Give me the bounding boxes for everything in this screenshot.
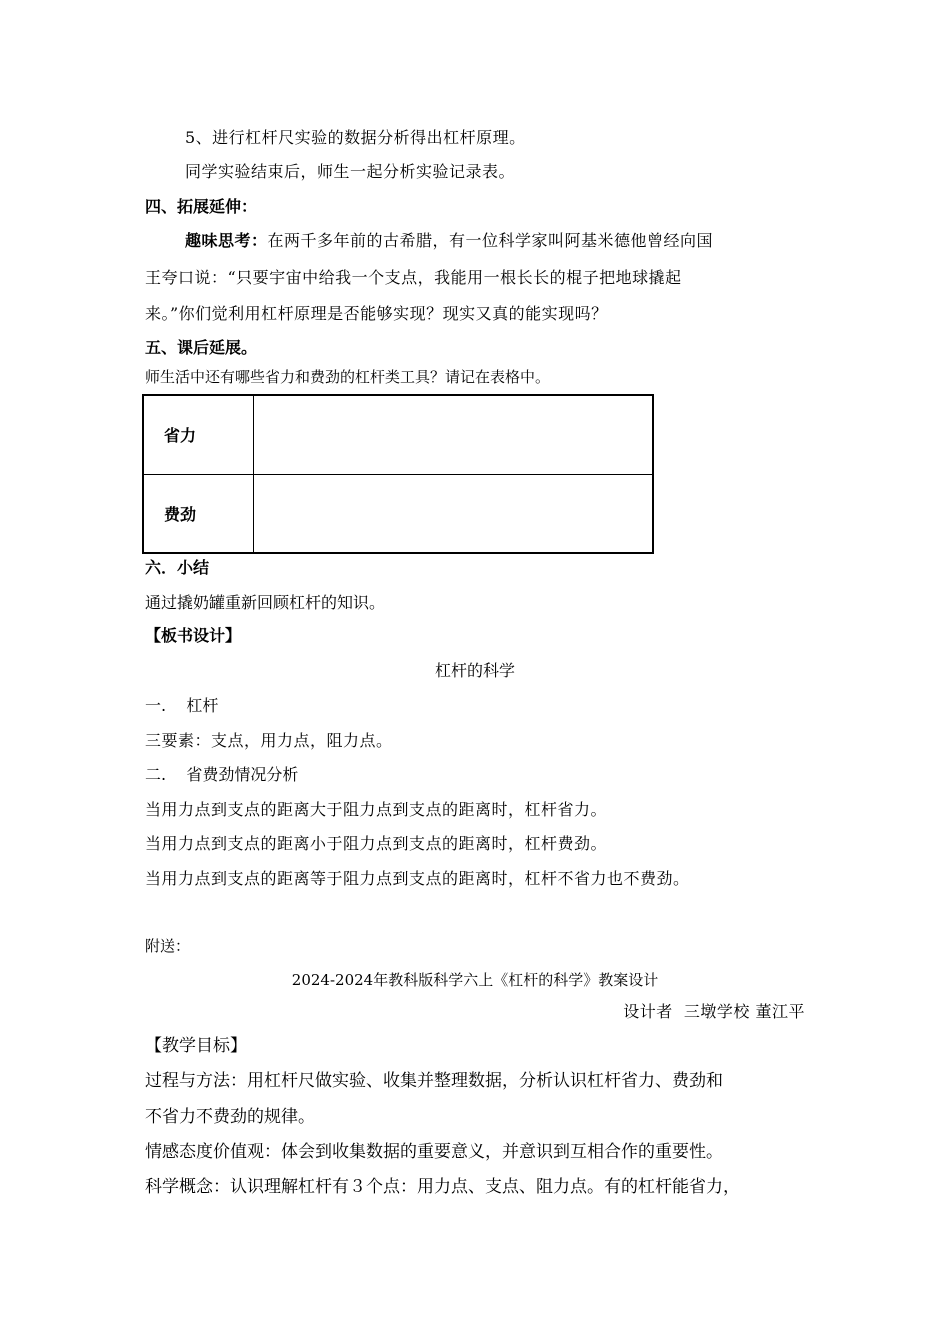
board-item-3: 二. 省费劲情况分析 [145, 765, 299, 784]
designer-line: 设计者 三墩学校 董江平 [623, 1002, 805, 1021]
section-4-heading: 四、拓展延伸： [145, 197, 258, 216]
board-item-6: 当用力点到支点的距离等于阻力点到支点的距离时，杠杆不省力也不费劲。 [145, 869, 690, 888]
section-5-text: 师生活中还有哪些省力和费劲的杠杆类工具？请记在表格中。 [145, 368, 551, 386]
board-item-1: 一. 杠杆 [145, 696, 219, 715]
board-design-heading: 【板书设计】 [145, 626, 242, 645]
fun-thinking-line3: 来。”你们觉利用杠杆原理是否能够实现？现实又真的能实现吗？ [145, 304, 608, 323]
board-item-5: 当用力点到支点的距离小于阻力点到支点的距离时，杠杆费劲。 [145, 834, 608, 853]
after-experiment-text: 同学实验结束后，师生一起分析实验记录表。 [185, 162, 516, 181]
goal-process-line1: 过程与方法：用杠杆尺做实验、收集并整理数据，分析认识杠杆省力、费劲和 [145, 1071, 723, 1091]
table-row [143, 474, 653, 553]
board-item-2: 三要素：支点，用力点，阻力点。 [145, 731, 393, 750]
step5-text: 5、进行杠杆尺实验的数据分析得出杠杆原理。 [185, 128, 526, 147]
fun-thinking-line2: 王夸口说：“只要宇宙中给我一个支点，我能用一根长长的棍子把地球撬起 [145, 268, 682, 287]
table-cell-label: 省力 [143, 395, 253, 474]
fun-thinking-line1 [185, 231, 713, 251]
lever-tools-table [142, 394, 654, 554]
board-item-4: 当用力点到支点的距离大于阻力点到支点的距离时，杠杆省力。 [145, 800, 608, 819]
section-6-text: 通过撬奶罐重新回顾杠杆的知识。 [145, 593, 386, 612]
table-cell-value[interactable] [253, 474, 653, 553]
fun-thinking-label: 趣味思考： [185, 231, 268, 250]
table-row [143, 395, 653, 474]
section-6-heading: 六．小结 [145, 558, 210, 577]
section-5-heading: 五、课后延展。 [145, 338, 258, 357]
attachment-label: 附送： [145, 937, 191, 955]
document-title: 2024-2024年教科版科学六上《杠杆的科学》教案设计 [291, 971, 659, 989]
goal-concept-line: 科学概念：认识理解杠杆有３个点：用力点、支点、阻力点。有的杠杆能省力， [145, 1177, 740, 1197]
goal-process-line2: 不省力不费劲的规律。 [145, 1107, 315, 1127]
teaching-goals-heading: 【教学目标】 [145, 1036, 247, 1056]
fun-thinking-text1: 在两千多年前的古希腊，有一位科学家叫阿基米德他曾经向国 [267, 231, 714, 250]
table-cell-value[interactable] [253, 395, 653, 474]
goal-emotion-line: 情感态度价值观：体会到收集数据的重要意义，并意识到互相合作的重要性。 [145, 1142, 723, 1162]
board-title: 杠杆的科学 [434, 661, 515, 680]
table-cell-label: 费劲 [143, 474, 253, 553]
